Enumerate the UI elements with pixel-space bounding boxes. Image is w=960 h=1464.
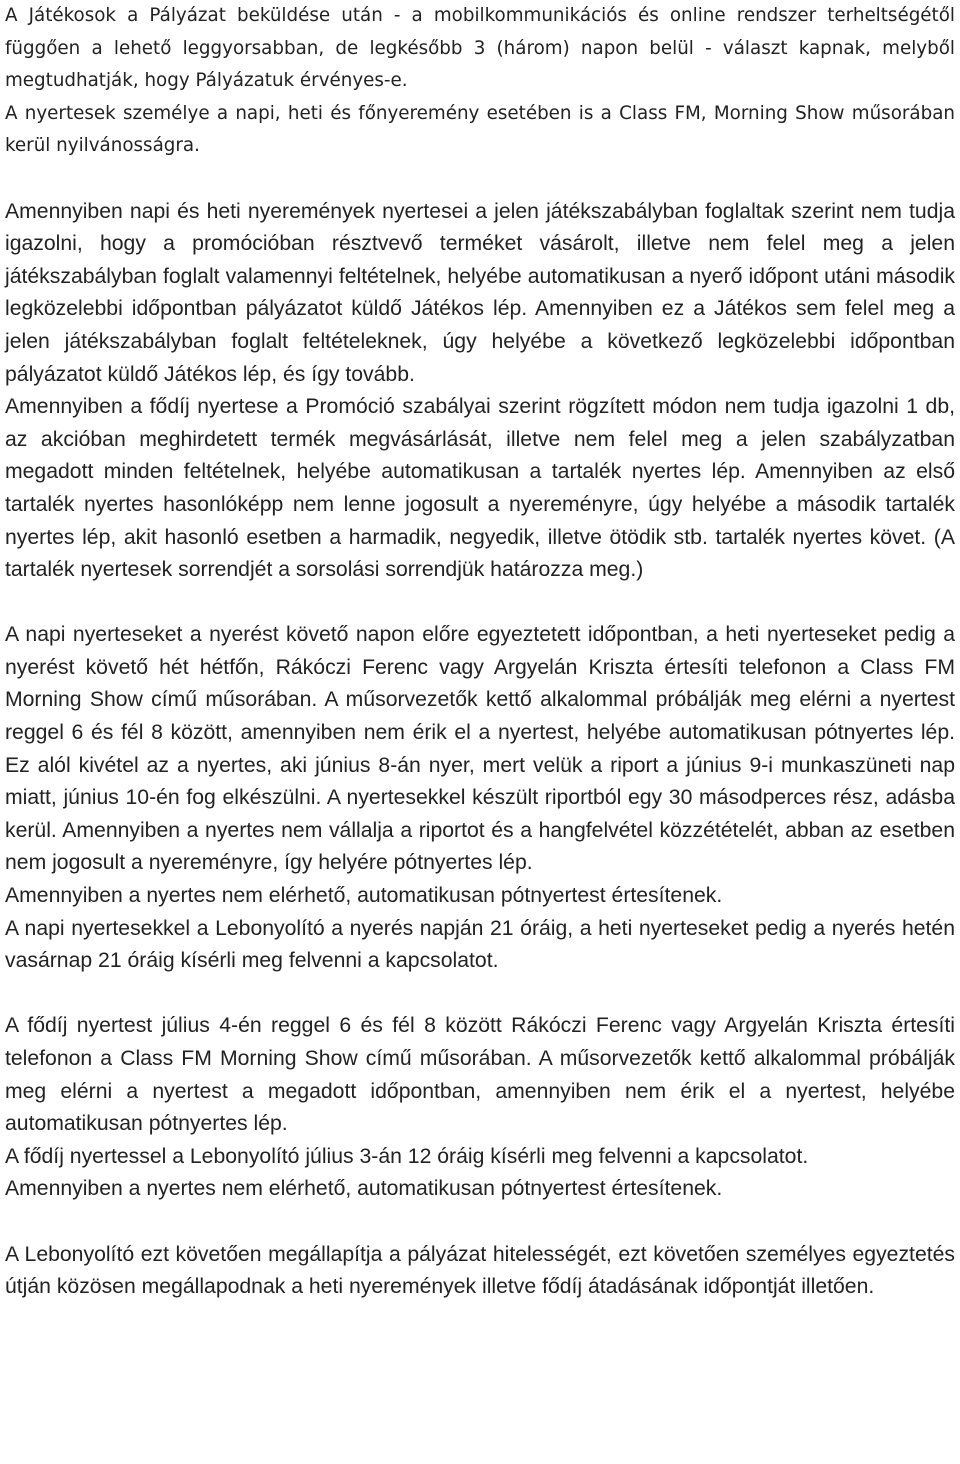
paragraph-unreachable-winner: Amennyiben a nyertes nem elérhető, automatikusan pótnyertest értesítenek.	[5, 884, 723, 908]
paragraph-gap	[5, 163, 955, 196]
paragraph-grand-prize-verification: Amennyiben a fődíj nyertese a Promóció szabályai szerint rögzített módon nem tudja igazolni 1 db, az akcióban meghirdetett termék megvásárlását, illetve nem felel meg a jelen szabályzatban megadott minden feltételnek, helyébe automatikusan a tartalék nyertes lép. Amennyiben az első tartalék nyertes hasonlóképp nem lenne jogosult a nyereményre, úgy helyébe a második tartalék nyertes lép, akit hasonló esetben a harmadik, negyedik, illetve ötödik stb. tartalék nyertes követ. (A tartalék nyertesek sorrendjét a sorsolási sorrendjük határozza meg.)	[5, 395, 955, 582]
paragraph-submission-response: A Játékosok a Pályázat beküldése után - a mobilkommunikációs és online rendszer terheltségétől függően a lehető leggyorsabban, de legkésőbb 3 (három) napon belül - választ kapnak, melyből megtudhatják, hogy Pályázatuk érvényes-e.	[5, 5, 955, 92]
paragraph-daily-weekly-notification: A napi nyerteseket a nyerést követő napon előre egyeztetett időpontban, a heti nyerteseket pedig a nyerést követő hét hétfőn, Rákóczi Ferenc vagy Argyelán Kriszta értesíti telefonon a Class FM Morning Show című műsorában. A műsorvezetők kettő alkalommal próbálják meg elérni a nyertest reggel 6 és fél 8 között, amennyiben nem érik el a nyertest, helyébe automatikusan pótnyertes lép. Ez alól kivétel az a nyertes, aki június 8-án nyer, mert velük a riport a június 9-i munkaszüneti nap miatt, június 10-én fog elkészülni. A nyertesekkel készült riportból egy 30 másodperces rész, adásba kerül. Amennyiben a nyertes nem vállalja a riportot és a hangfelvétel közzétételét, abban az esetben nem jogosult a nyereményre, így helyére pótnyertes lép.	[5, 623, 955, 875]
paragraph-grand-prize-contact: A fődíj nyertessel a Lebonyolító július 3-án 12 óráig kísérli meg felvenni a kapcsolatot.	[5, 1144, 809, 1168]
paragraph-gap	[5, 978, 955, 1011]
paragraph-winners-announcement: A nyertesek személye a napi, heti és főnyeremény esetében is a Class FM, Morning Show műsorában kerül nyilvánosságra.	[5, 102, 955, 157]
paragraph-daily-weekly-verification: Amennyiben napi és heti nyeremények nyertesei a jelen játékszabályban foglaltak szerint nem tudja igazolni, hogy a promócióban résztvevő terméket vásárolt, illetve nem felel meg a jelen játékszabályban foglalt valamennyi feltételnek, helyébe automatikusan a nyerő időpont utáni második legközelebbi időpontban pályázatot küldő Játékos lép. Amennyiben ez a Játékos sem felel meg a jelen játékszabályban foglalt feltételeknek, úgy helyébe a következő legközelebbi időpontban pályázatot küldő Játékos lép, és így tovább.	[5, 199, 955, 386]
intro-section	[5, 0, 955, 163]
document-page	[5, 0, 955, 1304]
paragraph-authenticity-handover: A Lebonyolító ezt követően megállapítja a pályázat hitelességét, ezt követően személyes egyeztetés útján közösen megállapodnak a heti nyeremények illetve fődíj átadásának időpontját illetően.	[5, 1242, 955, 1299]
main-section	[5, 196, 955, 1304]
paragraph-gap	[5, 587, 955, 620]
paragraph-gap	[5, 1206, 955, 1239]
paragraph-contact-deadline: A napi nyertesekkel a Lebonyolító a nyerés napján 21 óráig, a heti nyerteseket pedig a nyerés hetén vasárnap 21 óráig kísérli meg felvenni a kapcsolatot.	[5, 916, 955, 973]
paragraph-grand-prize-notification: A fődíj nyertest július 4-én reggel 6 és fél 8 között Rákóczi Ferenc vagy Argyelán Kriszta értesíti telefonon a Class FM Morning Show című műsorában. A műsorvezetők kettő alkalommal próbálják meg elérni a nyertest a megadott időpontban, amennyiben nem érik el a nyertest, helyébe automatikusan pótnyertes lép.	[5, 1014, 955, 1136]
paragraph-grand-prize-unreachable: Amennyiben a nyertes nem elérhető, automatikusan pótnyertest értesítenek.	[5, 1177, 723, 1201]
